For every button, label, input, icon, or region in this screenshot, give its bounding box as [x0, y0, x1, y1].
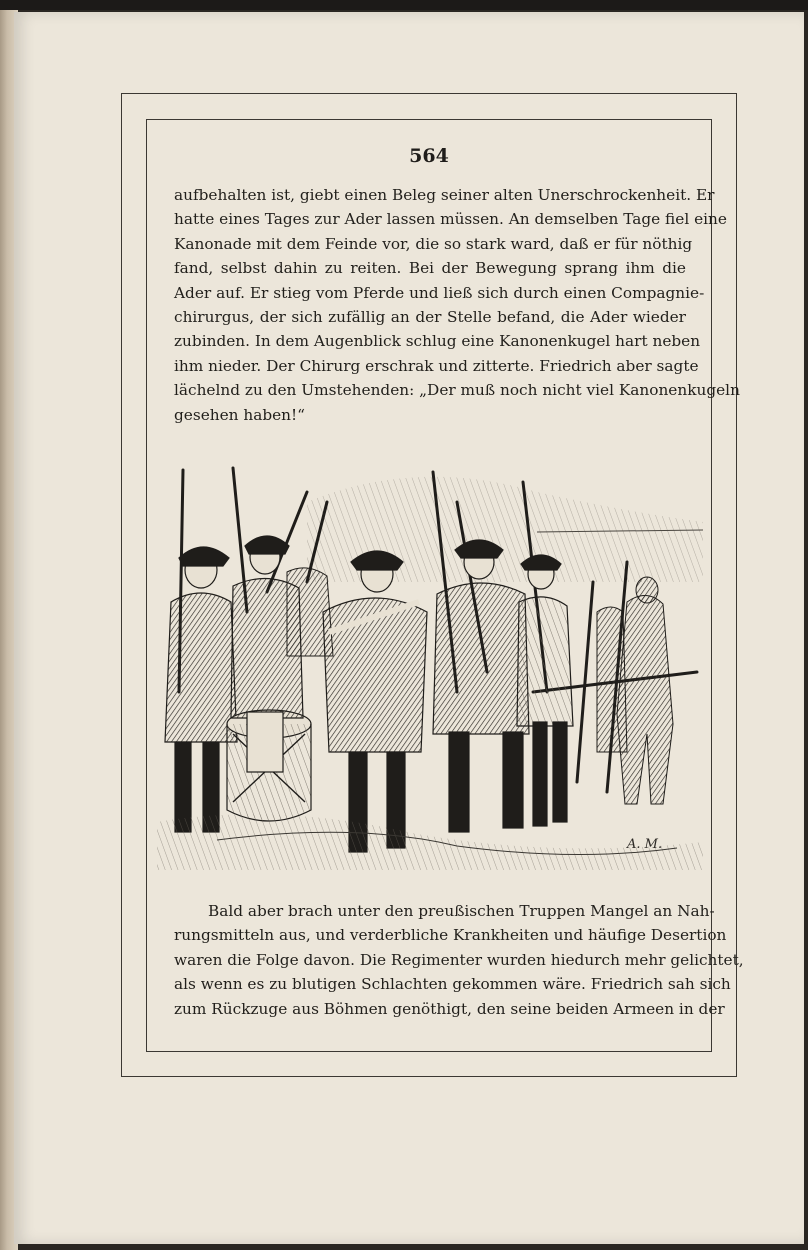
text-line: fand, selbst dahin zu reiten. Bei der Bewegung sprang ihm die [174, 259, 686, 278]
soldier-right-center [433, 540, 529, 832]
page-number: 564 [409, 145, 449, 167]
text-line: hatte eines Tages zur Ader lassen müssen. An demselben Tage fiel eine [174, 210, 727, 229]
paragraph-top [174, 183, 740, 427]
soldier-center-back [323, 551, 427, 852]
text-line: zubinden. In dem Augenblick schlug eine Kanonenkugel hart neben [174, 332, 701, 351]
text-line: lächelnd zu den Umstehenden: „Der muß noch nicht viel Kanonenkugeln [174, 381, 740, 400]
text-line: chirurgus, der sich zufällig an der Stelle befand, die Ader wieder [174, 308, 686, 327]
paragraph-bottom [174, 899, 744, 1021]
text-line: Bald aber brach unter den preußischen Truppen Mangel an Nah- [208, 902, 715, 920]
text-line: gesehen haben!“ [174, 405, 306, 424]
text-line: ihm nieder. Der Chirurg erschrak und zitterte. Friedrich aber sagte [174, 356, 699, 375]
engraving-svg [157, 462, 703, 870]
text-line: zum Rückzuge aus Böhmen genöthigt, den seine beiden Armeen in der [174, 999, 725, 1018]
illustration-signature: A. M. [627, 837, 663, 852]
text-line: als wenn es zu blutigen Schlachten gekommen wäre. Friedrich sah sich [174, 975, 731, 994]
engraving-soldiers-illustration [157, 462, 703, 870]
text-line: aufbehalten ist, giebt einen Beleg seiner alten Unerschrockenheit. Er [174, 186, 715, 204]
text-line: waren die Folge davon. Die Regimenter wurden hiedurch mehr gelichtet, [174, 950, 744, 969]
text-line: rungsmitteln aus, und verderbliche Krankheiten und häufige Desertion [174, 926, 727, 945]
ground [157, 814, 703, 870]
text-line: Kanonade mit dem Feinde vor, die so stark ward, daß er für nöthig [174, 234, 693, 253]
scanner-top-band [0, 0, 808, 10]
text-line: Ader auf. Er stieg vom Pferde und ließ sich durch einen Compagnie- [174, 283, 705, 302]
